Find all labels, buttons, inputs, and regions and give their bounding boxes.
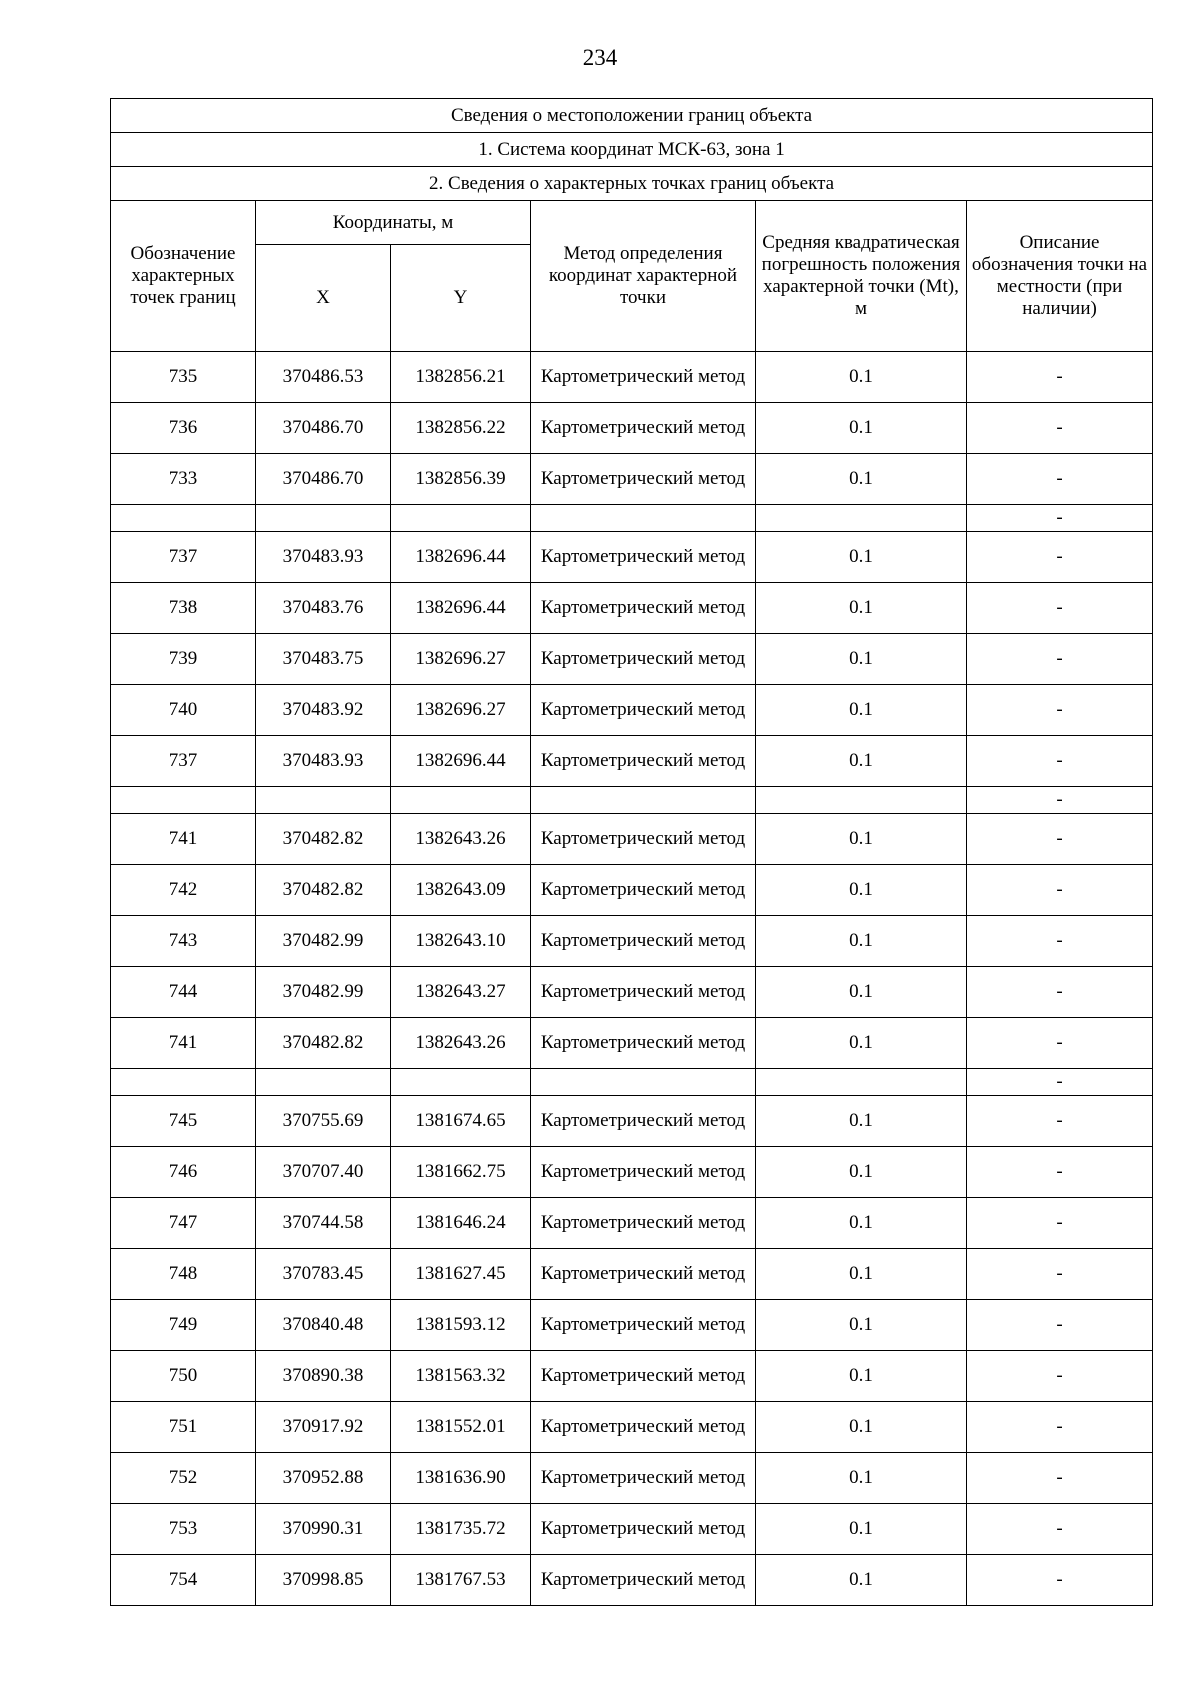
column-header-coordinates: Координаты, м: [256, 201, 531, 245]
accuracy-cell: 0.1: [756, 1402, 967, 1453]
table-row: [111, 1147, 1153, 1198]
method-cell: Картометрический метод: [531, 1096, 756, 1147]
empty-cell: [756, 505, 967, 532]
accuracy-cell: 0.1: [756, 532, 967, 583]
accuracy-cell: 0.1: [756, 1198, 967, 1249]
x-coordinate-cell: 370482.99: [256, 916, 391, 967]
point-id-cell: 745: [111, 1096, 256, 1147]
point-id-cell: 741: [111, 1018, 256, 1069]
accuracy-cell: 0.1: [756, 403, 967, 454]
table-row: [111, 1300, 1153, 1351]
y-coordinate-cell: 1382856.22: [391, 403, 531, 454]
column-header-description: Описание обозначения точки на местности (при наличии): [967, 201, 1153, 352]
accuracy-cell: 0.1: [756, 1453, 967, 1504]
description-cell: -: [967, 1018, 1153, 1069]
y-coordinate-cell: 1381674.65: [391, 1096, 531, 1147]
empty-cell: [256, 505, 391, 532]
description-cell: -: [967, 787, 1153, 814]
method-cell: Картометрический метод: [531, 916, 756, 967]
accuracy-cell: 0.1: [756, 1351, 967, 1402]
method-cell: Картометрический метод: [531, 454, 756, 505]
column-header-y: Y: [391, 245, 531, 352]
description-cell: -: [967, 1555, 1153, 1606]
table-row: [111, 1453, 1153, 1504]
accuracy-cell: 0.1: [756, 865, 967, 916]
table-row: [111, 1198, 1153, 1249]
point-id-cell: 746: [111, 1147, 256, 1198]
table-row: [111, 1351, 1153, 1402]
accuracy-cell: 0.1: [756, 454, 967, 505]
accuracy-cell: 0.1: [756, 1504, 967, 1555]
point-id-cell: 741: [111, 814, 256, 865]
x-coordinate-cell: 370482.82: [256, 1018, 391, 1069]
point-id-cell: 752: [111, 1453, 256, 1504]
x-coordinate-cell: 370783.45: [256, 1249, 391, 1300]
x-coordinate-cell: 370483.92: [256, 685, 391, 736]
description-cell: -: [967, 916, 1153, 967]
empty-cell: [531, 1069, 756, 1096]
x-coordinate-cell: 370483.76: [256, 583, 391, 634]
y-coordinate-cell: 1381646.24: [391, 1198, 531, 1249]
method-cell: Картометрический метод: [531, 814, 756, 865]
empty-cell: [756, 787, 967, 814]
table-row: [111, 736, 1153, 787]
table-row: [111, 532, 1153, 583]
accuracy-cell: 0.1: [756, 685, 967, 736]
table-row: [111, 403, 1153, 454]
column-header-accuracy: Средняя квадратическая погрешность положения характерной точки (Mt), м: [756, 201, 967, 352]
x-coordinate-cell: 370890.38: [256, 1351, 391, 1402]
description-cell: -: [967, 1402, 1153, 1453]
x-coordinate-cell: 370486.70: [256, 403, 391, 454]
description-cell: -: [967, 865, 1153, 916]
x-coordinate-cell: 370917.92: [256, 1402, 391, 1453]
point-id-cell: 748: [111, 1249, 256, 1300]
description-cell: -: [967, 1198, 1153, 1249]
method-cell: Картометрический метод: [531, 967, 756, 1018]
description-cell: -: [967, 403, 1153, 454]
empty-cell: [756, 1069, 967, 1096]
method-cell: Картометрический метод: [531, 1198, 756, 1249]
table-row: [111, 814, 1153, 865]
column-header-point: Обозначение характерных точек границ: [111, 201, 256, 352]
x-coordinate-cell: 370998.85: [256, 1555, 391, 1606]
y-coordinate-cell: 1381735.72: [391, 1504, 531, 1555]
description-cell: -: [967, 634, 1153, 685]
accuracy-cell: 0.1: [756, 1147, 967, 1198]
empty-cell: [256, 787, 391, 814]
method-cell: Картометрический метод: [531, 634, 756, 685]
description-cell: -: [967, 1249, 1153, 1300]
y-coordinate-cell: 1381593.12: [391, 1300, 531, 1351]
table-row: [111, 865, 1153, 916]
table-row: [111, 1504, 1153, 1555]
description-cell: -: [967, 1069, 1153, 1096]
y-coordinate-cell: 1381767.53: [391, 1555, 531, 1606]
method-cell: Картометрический метод: [531, 1300, 756, 1351]
y-coordinate-cell: 1381552.01: [391, 1402, 531, 1453]
x-coordinate-cell: 370486.53: [256, 352, 391, 403]
description-cell: -: [967, 454, 1153, 505]
coordinate-system-label: 1. Система координат МСК-63, зона 1: [111, 133, 1153, 167]
accuracy-cell: 0.1: [756, 1249, 967, 1300]
method-cell: Картометрический метод: [531, 1018, 756, 1069]
x-coordinate-cell: 370486.70: [256, 454, 391, 505]
table-row: [111, 967, 1153, 1018]
point-id-cell: 747: [111, 1198, 256, 1249]
point-id-cell: 751: [111, 1402, 256, 1453]
column-header-method: Метод определения координат характерной точки: [531, 201, 756, 352]
empty-cell: [531, 505, 756, 532]
y-coordinate-cell: 1382696.27: [391, 634, 531, 685]
empty-cell: [111, 1069, 256, 1096]
point-id-cell: 733: [111, 454, 256, 505]
point-id-cell: 742: [111, 865, 256, 916]
table-row: [111, 352, 1153, 403]
x-coordinate-cell: 370707.40: [256, 1147, 391, 1198]
y-coordinate-cell: 1382696.44: [391, 736, 531, 787]
y-coordinate-cell: 1381627.45: [391, 1249, 531, 1300]
table-row: [111, 1249, 1153, 1300]
description-cell: -: [967, 1351, 1153, 1402]
description-cell: -: [967, 532, 1153, 583]
point-id-cell: 749: [111, 1300, 256, 1351]
x-coordinate-cell: 370482.82: [256, 814, 391, 865]
page-number: 234: [582, 45, 618, 70]
method-cell: Картометрический метод: [531, 1249, 756, 1300]
y-coordinate-cell: 1382856.39: [391, 454, 531, 505]
table-row: [111, 1018, 1153, 1069]
x-coordinate-cell: 370952.88: [256, 1453, 391, 1504]
description-cell: -: [967, 814, 1153, 865]
point-id-cell: 737: [111, 532, 256, 583]
y-coordinate-cell: 1382643.10: [391, 916, 531, 967]
x-coordinate-cell: 370482.82: [256, 865, 391, 916]
accuracy-cell: 0.1: [756, 736, 967, 787]
point-id-cell: 750: [111, 1351, 256, 1402]
accuracy-cell: 0.1: [756, 1555, 967, 1606]
empty-cell: [391, 1069, 531, 1096]
description-cell: -: [967, 352, 1153, 403]
method-cell: Картометрический метод: [531, 1402, 756, 1453]
method-cell: Картометрический метод: [531, 1351, 756, 1402]
boundary-points-table: [110, 98, 1153, 1606]
y-coordinate-cell: 1381563.32: [391, 1351, 531, 1402]
point-id-cell: 739: [111, 634, 256, 685]
point-id-cell: 740: [111, 685, 256, 736]
method-cell: Картометрический метод: [531, 1504, 756, 1555]
y-coordinate-cell: 1381636.90: [391, 1453, 531, 1504]
table-title: Сведения о местоположении границ объекта: [111, 99, 1153, 133]
table-row: [111, 685, 1153, 736]
method-cell: Картометрический метод: [531, 736, 756, 787]
separator-row: [111, 787, 1153, 814]
method-cell: Картометрический метод: [531, 1453, 756, 1504]
empty-cell: [111, 787, 256, 814]
empty-cell: [111, 505, 256, 532]
description-cell: -: [967, 1453, 1153, 1504]
accuracy-cell: 0.1: [756, 814, 967, 865]
description-cell: -: [967, 583, 1153, 634]
accuracy-cell: 0.1: [756, 1096, 967, 1147]
accuracy-cell: 0.1: [756, 967, 967, 1018]
accuracy-cell: 0.1: [756, 1018, 967, 1069]
y-coordinate-cell: 1382856.21: [391, 352, 531, 403]
accuracy-cell: 0.1: [756, 916, 967, 967]
description-cell: -: [967, 736, 1153, 787]
table-row: [111, 583, 1153, 634]
y-coordinate-cell: 1382696.44: [391, 532, 531, 583]
table-row: [111, 1402, 1153, 1453]
x-coordinate-cell: 370990.31: [256, 1504, 391, 1555]
point-id-cell: 736: [111, 403, 256, 454]
x-coordinate-cell: 370483.93: [256, 532, 391, 583]
method-cell: Картометрический метод: [531, 403, 756, 454]
x-coordinate-cell: 370840.48: [256, 1300, 391, 1351]
y-coordinate-cell: 1381662.75: [391, 1147, 531, 1198]
table-row: [111, 916, 1153, 967]
method-cell: Картометрический метод: [531, 1555, 756, 1606]
table-row: [111, 634, 1153, 685]
y-coordinate-cell: 1382643.26: [391, 814, 531, 865]
accuracy-cell: 0.1: [756, 352, 967, 403]
point-id-cell: 753: [111, 1504, 256, 1555]
description-cell: -: [967, 1096, 1153, 1147]
table-row: [111, 1096, 1153, 1147]
separator-row: [111, 1069, 1153, 1096]
method-cell: Картометрический метод: [531, 583, 756, 634]
description-cell: -: [967, 685, 1153, 736]
empty-cell: [391, 787, 531, 814]
description-cell: -: [967, 967, 1153, 1018]
method-cell: Картометрический метод: [531, 865, 756, 916]
y-coordinate-cell: 1382643.09: [391, 865, 531, 916]
point-id-cell: 737: [111, 736, 256, 787]
description-cell: -: [967, 505, 1153, 532]
point-id-cell: 738: [111, 583, 256, 634]
point-id-cell: 744: [111, 967, 256, 1018]
accuracy-cell: 0.1: [756, 1300, 967, 1351]
x-coordinate-cell: 370483.75: [256, 634, 391, 685]
empty-cell: [531, 787, 756, 814]
y-coordinate-cell: 1382643.26: [391, 1018, 531, 1069]
x-coordinate-cell: 370483.93: [256, 736, 391, 787]
method-cell: Картометрический метод: [531, 685, 756, 736]
empty-cell: [256, 1069, 391, 1096]
table-row: [111, 454, 1153, 505]
x-coordinate-cell: 370482.99: [256, 967, 391, 1018]
y-coordinate-cell: 1382696.44: [391, 583, 531, 634]
method-cell: Картометрический метод: [531, 352, 756, 403]
section-label: 2. Сведения о характерных точках границ объекта: [111, 167, 1153, 201]
description-cell: -: [967, 1504, 1153, 1555]
table-row: [111, 1555, 1153, 1606]
description-cell: -: [967, 1147, 1153, 1198]
accuracy-cell: 0.1: [756, 634, 967, 685]
description-cell: -: [967, 1300, 1153, 1351]
point-id-cell: 743: [111, 916, 256, 967]
y-coordinate-cell: 1382696.27: [391, 685, 531, 736]
y-coordinate-cell: 1382643.27: [391, 967, 531, 1018]
empty-cell: [391, 505, 531, 532]
point-id-cell: 754: [111, 1555, 256, 1606]
point-id-cell: 735: [111, 352, 256, 403]
accuracy-cell: 0.1: [756, 583, 967, 634]
column-header-x: X: [256, 245, 391, 352]
x-coordinate-cell: 370744.58: [256, 1198, 391, 1249]
separator-row: [111, 505, 1153, 532]
method-cell: Картометрический метод: [531, 1147, 756, 1198]
x-coordinate-cell: 370755.69: [256, 1096, 391, 1147]
method-cell: Картометрический метод: [531, 532, 756, 583]
